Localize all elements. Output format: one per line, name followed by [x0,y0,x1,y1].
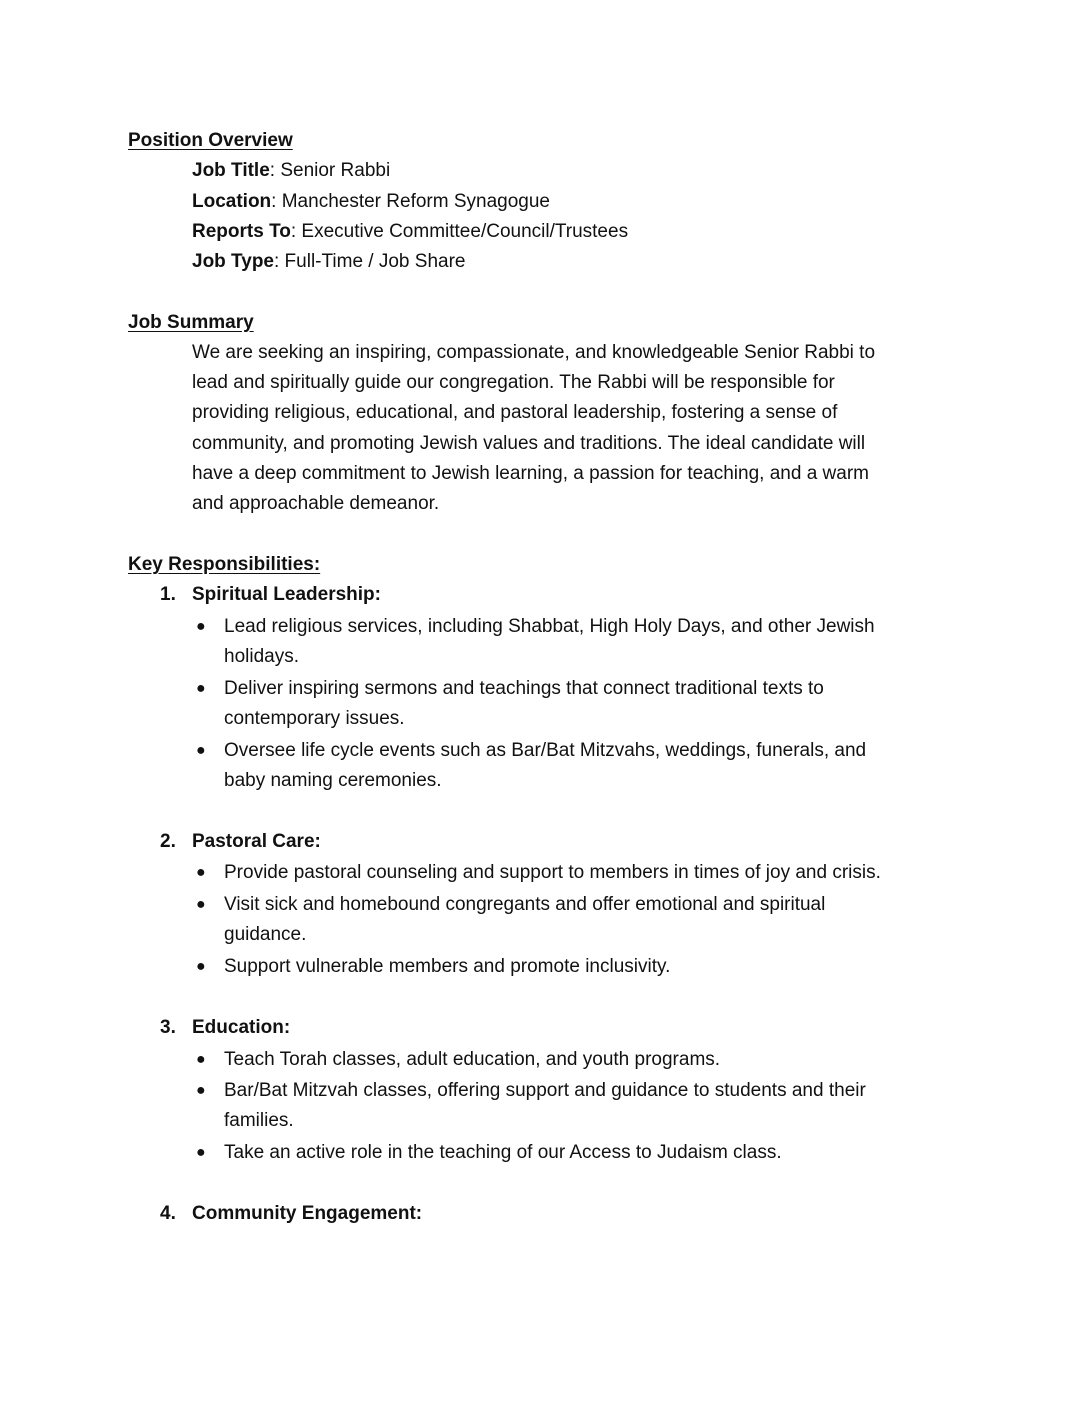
reports-to-value: : Executive Committee/Council/Trustees [290,221,629,242]
section-title-text: Spiritual Leadership: [192,584,381,605]
key-responsibilities-heading: Key Responsibilities: [128,554,321,575]
summary-line: community, and promoting Jewish values and traditions. The ideal candidate will [192,432,866,454]
job-summary-paragraph [192,338,944,519]
section-pastoral-care-title [160,827,321,857]
summary-line: have a deep commitment to Jewish learning, a passion for teaching, and a warm [192,462,869,484]
list-item-line: Teach Torah classes, adult education, and youth programs. [224,1049,721,1070]
section-number: 1. [160,584,176,605]
list-item-line: Take an active role in the teaching of our Access to Judaism class. [224,1142,782,1163]
job-title-field [192,156,390,186]
list-item-line: guidance. [224,924,307,945]
bullet-icon: ● [196,896,206,913]
reports-to-field [192,217,628,247]
job-summary-heading: Job Summary [128,312,254,333]
list-item-line: Provide pastoral counseling and support to members in times of joy and crisis. [224,862,881,883]
job-type-value: : Full-Time / Job Share [274,251,466,272]
bullet-icon: ● [196,742,206,759]
bullet-icon: ● [196,1144,206,1161]
section-title-text: Pastoral Care: [192,831,321,852]
section-title-text: Community Engagement: [192,1203,423,1224]
list-item-line: holidays. [224,646,299,667]
list-item-line: contemporary issues. [224,708,405,729]
section-number: 2. [160,831,176,852]
list-item-line: families. [224,1110,294,1131]
job-type-field [192,247,465,277]
job-title-label: Job Title [192,160,270,181]
list-item-line: baby naming ceremonies. [224,770,442,791]
summary-line: providing religious, educational, and pastoral leadership, fostering a sense of [192,402,838,424]
section-number: 4. [160,1203,176,1224]
section-spiritual-leadership-title [160,580,381,610]
summary-line: lead and spiritually guide our congregation. The Rabbi will be responsible for [192,372,835,394]
list-item-line: Lead religious services, including Shabbat, High Holy Days, and other Jewish [224,616,875,637]
position-overview-heading: Position Overview [128,130,293,151]
section-title-text: Education: [192,1017,291,1038]
section-community-engagement-title [160,1199,422,1229]
list-item-line: Bar/Bat Mitzvah classes, offering support and guidance to students and their [224,1080,866,1101]
bullet-icon: ● [196,958,206,975]
bullet-icon: ● [196,680,206,697]
bullet-icon: ● [196,864,206,881]
bullet-icon: ● [196,1082,206,1099]
section-number: 3. [160,1017,176,1038]
reports-to-label: Reports To [192,221,291,242]
bullet-icon: ● [196,1051,206,1068]
location-label: Location [192,191,272,212]
list-item-line: Oversee life cycle events such as Bar/Bat Mitzvahs, weddings, funerals, and [224,740,867,761]
list-item-line: Support vulnerable members and promote inclusivity. [224,956,671,977]
job-title-value: : Senior Rabbi [269,160,391,181]
location-field [192,187,550,217]
job-type-label: Job Type [192,251,274,272]
list-item-line: Deliver inspiring sermons and teachings that connect traditional texts to [224,678,824,699]
section-education-title [160,1013,290,1043]
bullet-icon: ● [196,618,206,635]
summary-line: and approachable demeanor. [192,493,440,515]
location-value: : Manchester Reform Synagogue [271,191,550,212]
summary-line: We are seeking an inspiring, compassionate, and knowledgeable Senior Rabbi to [192,342,876,363]
list-item-line: Visit sick and homebound congregants and offer emotional and spiritual [224,894,826,915]
